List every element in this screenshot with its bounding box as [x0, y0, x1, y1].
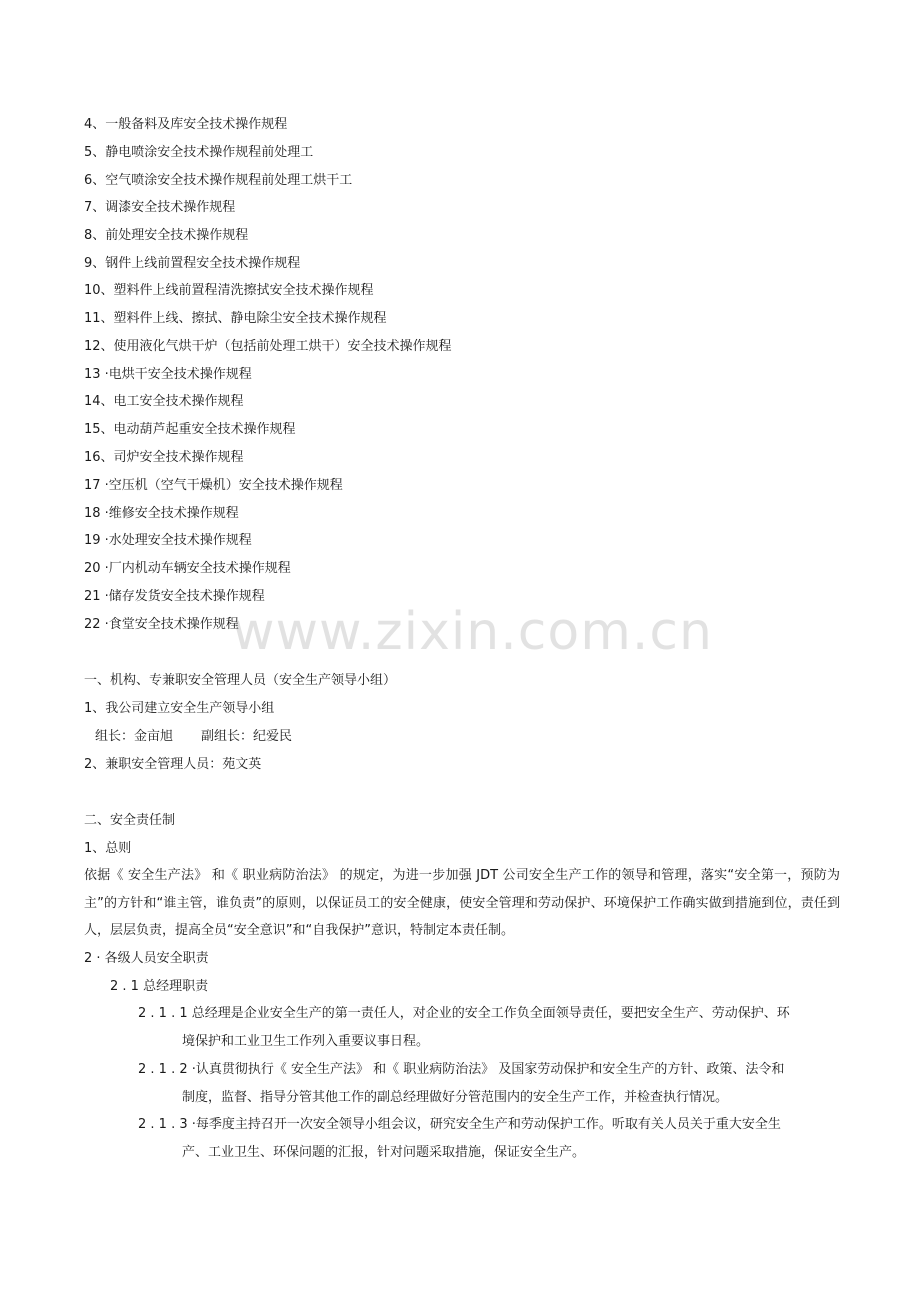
duty-item-cont: 制度，监督、指导分管其他工作的副总经理做好分管范围内的安全生产工作，并检查执行情况。	[182, 1089, 729, 1105]
list-item: 17 ·空压机（空气干燥机）安全技术操作规程	[84, 478, 343, 493]
list-item: 15、电动葫芦起重安全技术操作规程	[84, 422, 296, 437]
general-paragraph: 依据《 安全生产法》 和《 职业病防治法》 的规定，为进一步加强 JDT 公司安全生产工作的领导和管理，落实“安全第一，预防为主”的方针和“谁主管，谁负责”的原则，以保证员工的安全健康，使安全管理和劳动保护、环境保护工作确实做到措施到位，责任到人，层层负责，提高全员“安全意识”和“自我保护”意识，特制定本责任制。	[84, 868, 840, 938]
leader-line	[95, 727, 292, 747]
leader-name: 组长：金亩旭	[95, 729, 174, 744]
list-item: 8、前处理安全技术操作规程	[84, 228, 249, 243]
subsection-heading: 2 · 各级人员安全职责	[84, 951, 209, 966]
duty-item-cont: 境保护和工业卫生工作列入重要议事日程。	[182, 1033, 430, 1049]
list-item: 10、塑料件上线前置程清洗擦拭安全技术操作规程	[84, 283, 374, 298]
list-item: 13 ·电烘干安全技术操作规程	[84, 367, 252, 382]
list-item: 20 ·厂内机动车辆安全技术操作规程	[84, 561, 291, 576]
list-item: 4、一般备料及库安全技术操作规程	[84, 117, 288, 132]
list-item: 18 ·维修安全技术操作规程	[84, 506, 239, 521]
duty-item	[138, 1000, 840, 1055]
subsection-heading: 2 . 1 总经理职责	[110, 979, 209, 994]
subsection-heading: 1、总则	[84, 841, 132, 856]
list-item: 12、使用液化气烘干炉（包括前处理工烘干）安全技术操作规程	[84, 339, 452, 354]
duty-item-first: 2 . 1 . 1 总经理是企业安全生产的第一责任人，对企业的安全工作负全面领导责任，要把安全生产、劳动保护、环	[138, 1006, 790, 1021]
list-item: 14、电工安全技术操作规程	[84, 394, 244, 409]
deputy-leader-name: 副组长：纪爱民	[201, 729, 293, 744]
list-item: 6、空气喷涂安全技术操作规程前处理工烘干工	[84, 173, 353, 188]
list-item: 21 ·储存发货安全技术操作规程	[84, 589, 265, 604]
section-heading: 一、机构、专兼职安全管理人员（安全生产领导小组）	[84, 673, 397, 688]
list-item: 11、塑料件上线、擦拭、静电除尘安全技术操作规程	[84, 311, 387, 326]
section-item: 2、兼职安全管理人员：苑文英	[84, 757, 262, 772]
list-item: 9、钢件上线前置程安全技术操作规程	[84, 256, 301, 271]
watermark: www.zixin.com.cn	[232, 602, 713, 662]
section-item: 1、我公司建立安全生产领导小组	[84, 701, 275, 716]
section-heading: 二、安全责任制	[84, 813, 176, 828]
list-item: 7、调漆安全技术操作规程	[84, 200, 236, 215]
duty-item-first: 2 . 1 . 2 ·认真贯彻执行《 安全生产法》 和《 职业病防治法》 及国家劳动保护和安全生产的方针、政策、法令和	[138, 1062, 785, 1077]
duty-item-first: 2 . 1 . 3 ·每季度主持召开一次安全领导小组会议，研究安全生产和劳动保护工作。听取有关人员关于重大安全生	[138, 1117, 781, 1132]
duty-item-cont: 产、工业卫生、环保问题的汇报，针对问题采取措施，保证安全生产。	[182, 1144, 586, 1160]
list-item: 5、静电喷涂安全技术操作规程前处理工	[84, 145, 314, 160]
list-item: 19 ·水处理安全技术操作规程	[84, 533, 252, 548]
duty-item	[138, 1056, 840, 1111]
duty-item	[138, 1111, 840, 1166]
list-item: 16、司炉安全技术操作规程	[84, 450, 244, 465]
list-item: 22 ·食堂安全技术操作规程	[84, 617, 239, 632]
